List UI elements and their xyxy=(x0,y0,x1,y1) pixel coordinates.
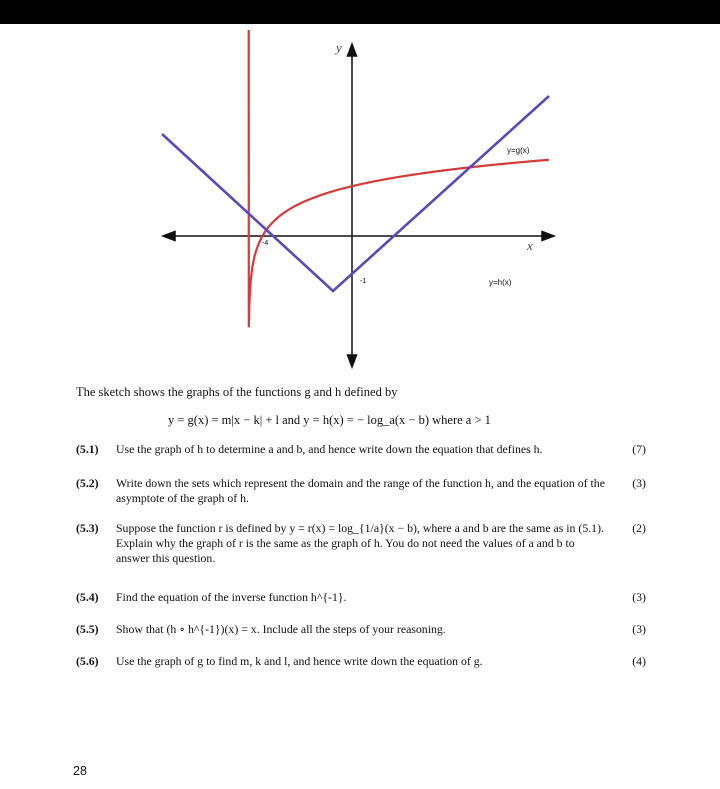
question-marks: (7) xyxy=(632,442,646,456)
y-intercept-label: -1 xyxy=(360,278,367,285)
question-text: Use the graph of h to determine a and b, and hence write down the equation that defines h. xyxy=(116,442,543,456)
question-text: Write down the sets which represent the domain and the range of the function h, and the equation of the asymptote of the graph of h. xyxy=(116,476,605,505)
question-number: (5.1) xyxy=(76,442,99,456)
y-axis xyxy=(348,44,357,367)
h-curve-label: y=h(x) xyxy=(489,278,512,287)
question-number: (5.5) xyxy=(76,622,99,636)
question-number: (5.6) xyxy=(76,654,99,668)
document-page xyxy=(0,24,720,789)
question-marks: (2) xyxy=(632,521,646,535)
page-number: 28 xyxy=(73,764,87,778)
intro-text: The sketch shows the graphs of the functions g and h defined by xyxy=(76,385,398,399)
x-axis xyxy=(163,232,554,241)
y-axis-label: y xyxy=(336,40,342,55)
question-number: (5.2) xyxy=(76,476,99,490)
x-intercept-label: -4 xyxy=(262,240,269,247)
question-number: (5.4) xyxy=(76,590,99,604)
question-marks: (4) xyxy=(632,654,646,668)
top-black-bar xyxy=(0,0,720,24)
function-graph xyxy=(0,24,720,374)
g-curve xyxy=(162,96,549,291)
question-marks: (3) xyxy=(632,476,646,490)
question-text: Show that (h ∘ h^{-1})(x) = x. Include all the steps of your reasoning. xyxy=(116,622,446,636)
question-text: Find the equation of the inverse function h^{-1}. xyxy=(116,590,347,604)
question-text: Use the graph of g to find m, k and l, and hence write down the equation of g. xyxy=(116,654,483,668)
question-number: (5.3) xyxy=(76,521,99,535)
question-marks: (3) xyxy=(632,622,646,636)
question-marks: (3) xyxy=(632,590,646,604)
x-axis-label: x xyxy=(527,238,533,253)
question-text: Suppose the function r is defined by y = r(x) = log_{1/a}(x − b), where a and b are the same as in (5.1). Explain why the graph of r is the same as the graph of h. You do not need the values of a and b to answer this question. xyxy=(116,521,604,565)
g-curve-label: y=g(x) xyxy=(507,146,530,155)
function-definitions: y = g(x) = m|x − k| + l and y = h(x) = − log_a(x − b) where a > 1 xyxy=(168,413,491,427)
